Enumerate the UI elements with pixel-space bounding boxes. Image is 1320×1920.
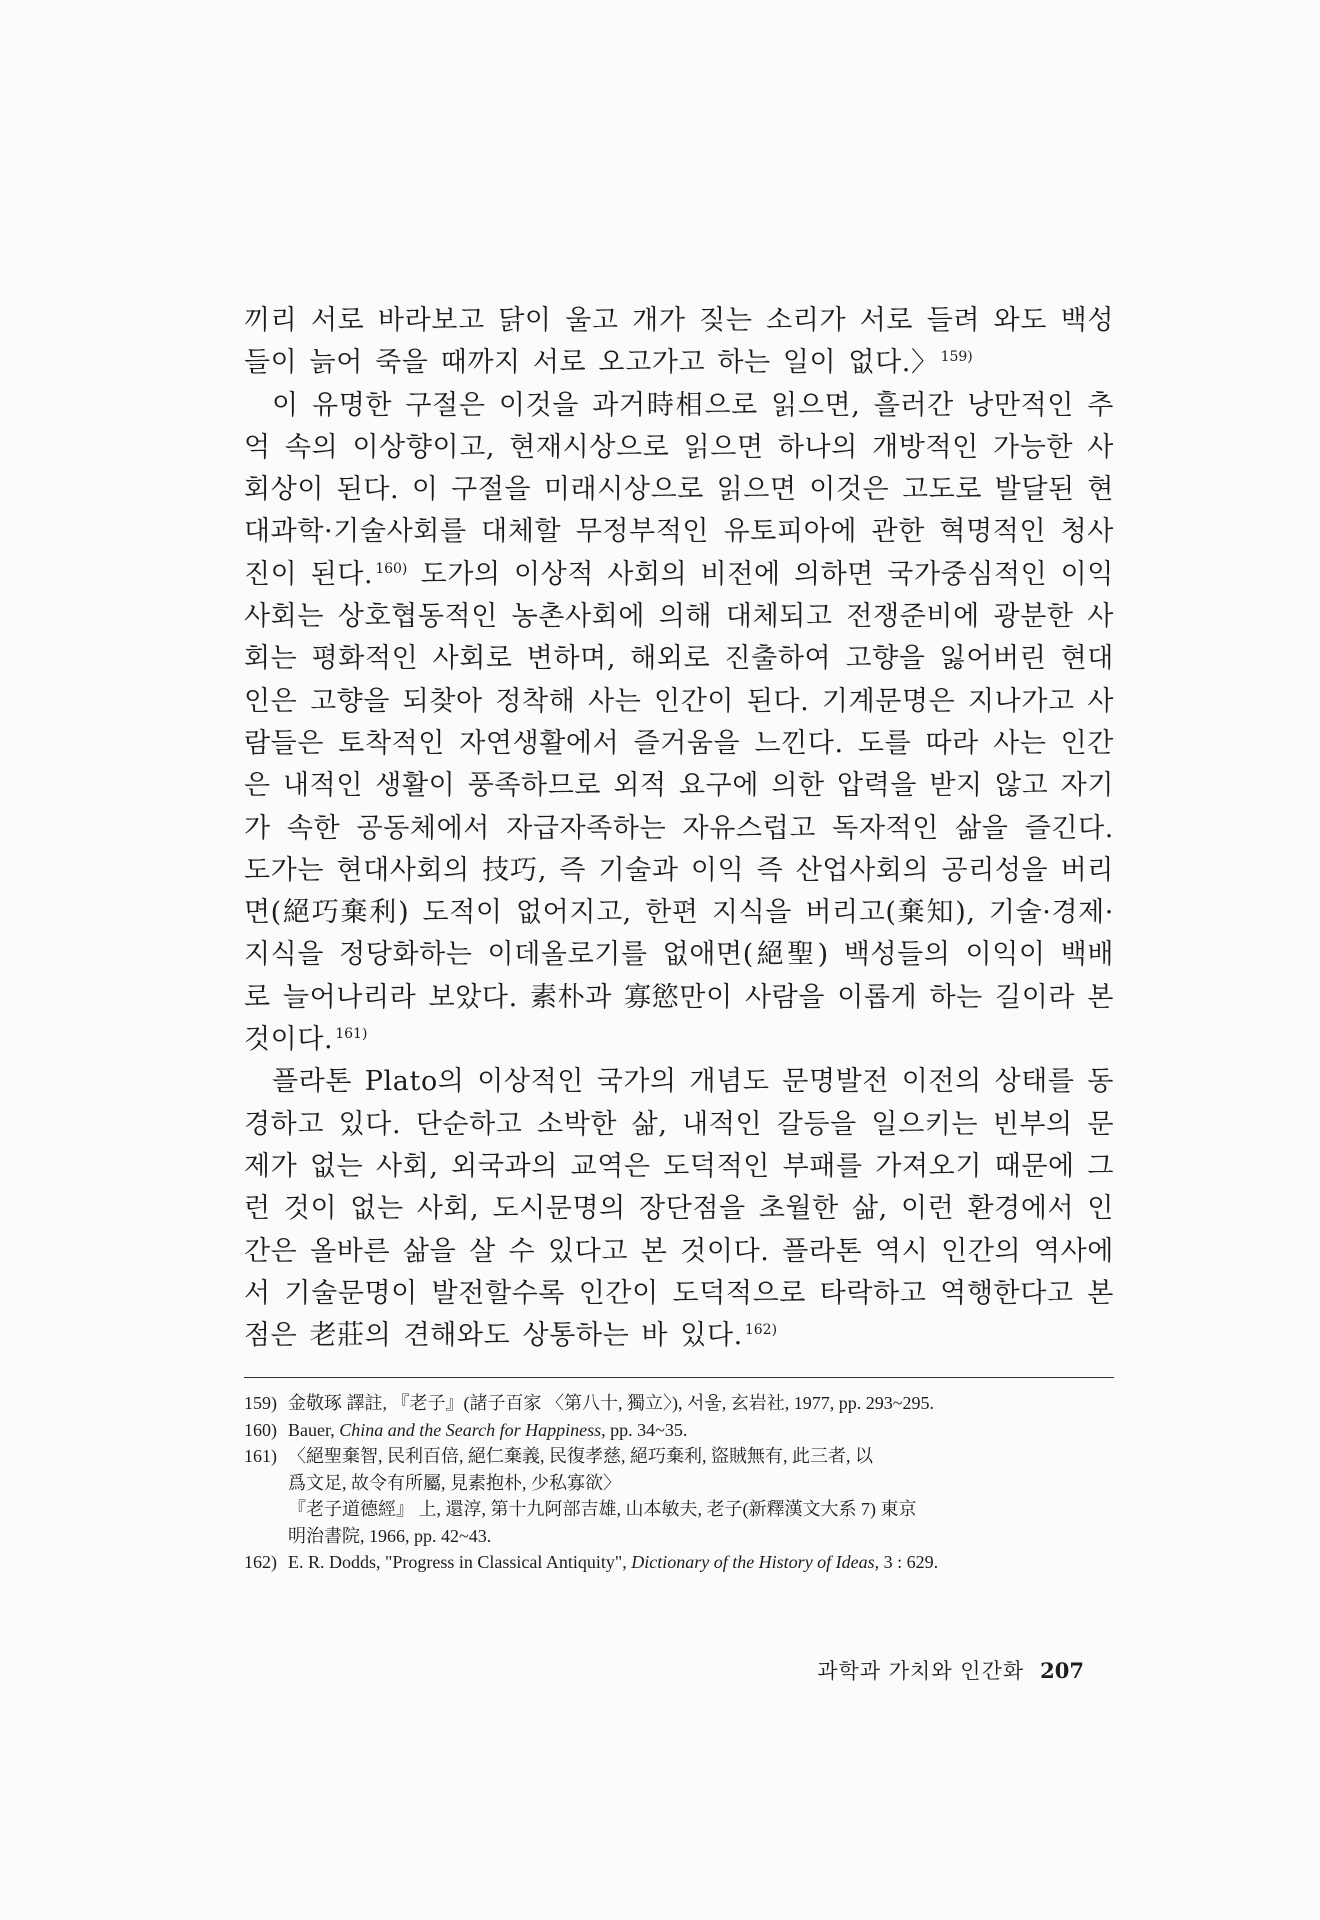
page-footer — [817, 1655, 1084, 1685]
running-title: 과학과 가치와 인간화 — [817, 1659, 1025, 1683]
footnote-number: 160) — [244, 1419, 277, 1440]
footnote-text: 金敬琢 譯註, 『老子』(諸子百家 〈第八十, 獨立〉), 서울, 玄岩社, 1977, pp. 293~295. — [288, 1393, 934, 1414]
page-number: 207 — [1040, 1658, 1084, 1683]
footnote-160 — [244, 1417, 1114, 1444]
footnote-text: Bauer, China and the Search for Happiness, pp. 34~35. — [288, 1419, 688, 1440]
footnote-number: 161) — [244, 1446, 277, 1467]
body-text — [244, 300, 1114, 1357]
footnote-162 — [244, 1549, 1114, 1576]
footnote-number: 162) — [244, 1552, 277, 1573]
footnote-ref-159[interactable]: 159) — [940, 349, 973, 366]
footnotes — [244, 1390, 1114, 1576]
paragraph-2: 이 유명한 구절은 이것을 과거時相으로 읽으면, 흘러간 낭만적인 추억 속의 이상향이고, 현재시상으로 읽으면 하나의 개방적인 가능한 사회상이 된다. 이 구절을 미래시상으로 읽으면 이것은 고도로 발달된 현대과학·기술사회를 대체할 무정부적인 유토피아에 관한 혁명적인 청사진이 된다. $^{160)}$ 도가의 이상적 사회의 비전에 의하면 국가중심적인 이익사회는 상호협동적인 농촌사회에 의해 대체되고 전쟁준비에 광분한 사회는 평화적인 사회로 변하며, 해외로 진출하여 고향을 잃어버린 현대인은 고향을 되찾아 정착해 사는 인간이 된다. 기계문명은 지나가고 사람들은 토착적인 자연생활에서 즐거움을 느낀다. 도를 따라 사는 인간은 내적인 생활이 풍족하므로 외적 요구에 의한 압력을 받지 않고 자기가 속한 공동체에서 자급자족하는 자유스럽고 독자적인 삶을 즐긴다. 도가는 현대사회의 技巧, 즉 기술과 이익 즉 산업사회의 공리성을 버리면(絕巧棄利) 도적이 없어지고, 한편 지식을 버리고(棄知), 기술·경제·지식을 정당화하는 이데올로기를 없애면(絕聖) 백성들의 이익이 백배로 늘어나리라 보았다. 素朴과 寡慾만이 사람을 이롭게 하는 길이라 본 것이다. $^{161)}$ — [244, 389, 1114, 1056]
paragraph-1: 끼리 서로 바라보고 닭이 울고 개가 짖는 소리가 서로 들려 와도 백성들이 늙어 죽을 때까지 서로 오고가고 하는 일이 없다.〉 $^{159)}$ — [244, 305, 1114, 379]
paragraph-3: 플라톤 Plato의 이상적인 국가의 개념도 문명발전 이전의 상태를 동경하고 있다. 단순하고 소박한 삶, 내적인 갈등을 일으키는 빈부의 문제가 없는 사회, 외국과의 교역은 도덕적인 부패를 가져오기 때문에 그런 것이 없는 사회, 도시문명의 장단점을 초월한 삶, 이런 환경에서 인간은 올바른 삶을 살 수 있다고 본 것이다. 플라톤 역시 인간의 역사에서 기술문명이 발전할수록 인간이 도덕적으로 타락하고 역행한다고 본 점은 老莊의 견해와도 상통하는 바 있다. $^{162)}$ — [244, 1066, 1114, 1352]
page — [244, 300, 1114, 1576]
book-title: China and the Search for Happiness, — [339, 1419, 606, 1440]
footnote-ref-160[interactable]: 160) — [375, 560, 408, 577]
book-title: Dictionary of the History of Ideas, — [631, 1552, 880, 1573]
footnote-text: E. R. Dodds, "Progress in Classical Antiquity", Dictionary of the History of Ideas, 3 : 629. — [288, 1552, 939, 1573]
footnote-number: 159) — [244, 1393, 277, 1414]
footnote-ref-161[interactable]: 161) — [335, 1026, 368, 1043]
footnote-159 — [244, 1390, 1114, 1417]
footnote-text: 〈絕聖棄智, 民利百倍, 絕仁棄義, 民復孝慈, 絕巧棄利, 盜賊無有, 此三者, 以 爲文足, 故令有所屬, 見素抱朴, 少私寡欲〉 『老子道德經』 上, 還淳, 第十九阿部吉雄, 山本敏夫, 老子(新釋漢文大系 7) 東京 明治書院, 1966, pp. 42~43. — [288, 1446, 917, 1546]
footnote-161 — [244, 1443, 1114, 1549]
footnote-divider — [244, 1377, 1114, 1378]
footnote-ref-162[interactable]: 162) — [744, 1322, 778, 1339]
